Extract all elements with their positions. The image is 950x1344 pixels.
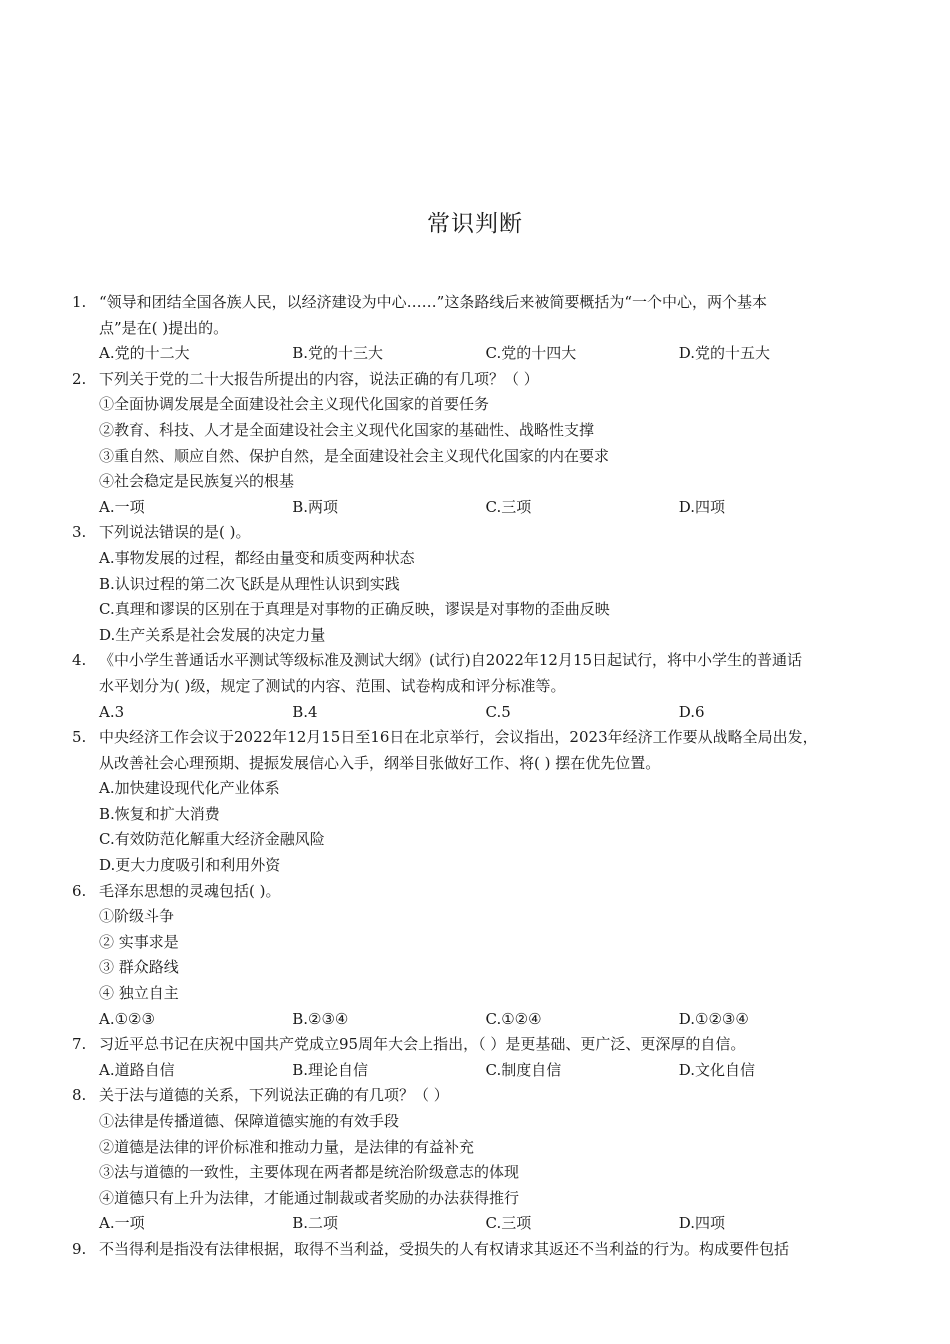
option-c: C.三项 (485, 497, 532, 516)
option-column (99, 546, 872, 648)
question-number: 8. (72, 1086, 87, 1105)
option-a: A.一项 (99, 497, 145, 516)
option-row (99, 1007, 872, 1033)
question-7 (72, 1032, 872, 1083)
question-line: 下列关于党的二十大报告所提出的内容，说法正确的有几项？（ ） (99, 369, 539, 388)
option-a: A.一项 (99, 1214, 145, 1233)
statement: ①全面协调发展是全面建设社会主义现代化国家的首要任务 (99, 395, 490, 414)
option-b: B.党的十三大 (292, 344, 384, 363)
option-c: C.制度自信 (485, 1060, 562, 1079)
statement: ②道德是法律的评价标准和推动力量，是法律的有益补充 (99, 1137, 475, 1156)
option-row (99, 1211, 872, 1237)
option-column (99, 776, 872, 878)
question-stem (99, 1032, 872, 1058)
option-c: C.党的十四大 (485, 344, 577, 363)
question-line: 点”是在( )提出的。 (99, 318, 229, 337)
page-title: 常识判断 (427, 211, 523, 237)
option-b: B.认识过程的第二次飞跃是从理性认识到实践 (99, 574, 400, 593)
question-line: 从改善社会心理预期、提振发展信心入手，纲举目张做好工作、将( ) 摆在优先位置。 (99, 753, 661, 772)
option-d: D.更大力度吸引和利用外资 (99, 856, 281, 875)
option-b: B.4 (292, 702, 318, 721)
question-line: 中央经济工作会议于2022年12月15日至16日在北京举行，会议指出，2023年经济工作要从战略全局出发， (99, 728, 818, 747)
question-1 (72, 290, 872, 367)
statement: ③重自然、顺应自然、保护自然，是全面建设社会主义现代化国家的内在要求 (99, 446, 610, 465)
statement: ①阶级斗争 (99, 907, 175, 926)
statement: ③ 群众路线 (99, 958, 179, 977)
option-a: A.事物发展的过程，都经由量变和质变两种状态 (99, 548, 415, 567)
question-stem (99, 648, 872, 699)
question-5 (72, 725, 872, 879)
question-stem (99, 520, 872, 546)
option-row (99, 341, 872, 367)
question-line: 毛泽东思想的灵魂包括( )。 (99, 881, 281, 900)
question-stem (99, 290, 872, 341)
question-line: 《中小学生普通话水平测试等级标准及测试大纲》(试行)自2022年12月15日起试行，将中小学生的普通话 (99, 651, 803, 670)
question-line: 习近平总书记在庆祝中国共产党成立95周年大会上指出，（ ）是更基础、更广泛、更深厚的自信。 (99, 1035, 746, 1054)
statement: ④道德只有上升为法律，才能通过制裁或者奖励的办法获得推行 (99, 1188, 520, 1207)
question-number: 6. (72, 881, 87, 900)
option-d: D.党的十五大 (678, 344, 771, 363)
question-stem (99, 367, 872, 393)
option-d: D.文化自信 (678, 1060, 756, 1079)
question-number: 4. (72, 651, 87, 670)
question-3 (72, 520, 872, 648)
option-d: D.四项 (678, 497, 726, 516)
question-line: 不当得利是指没有法律根据，取得不当利益，受损失的人有权请求其返还不当利益的行为。构成要件包括 (99, 1239, 790, 1258)
question-stem (99, 725, 872, 776)
question-number: 9. (72, 1239, 87, 1258)
statement: ④社会稳定是民族复兴的根基 (99, 472, 295, 491)
statement: ②教育、科技、人才是全面建设社会主义现代化国家的基础性、战略性支撑 (99, 420, 595, 439)
question-9 (72, 1237, 872, 1263)
question-number: 2. (72, 369, 87, 388)
question-8 (72, 1083, 872, 1237)
question-stem (99, 1083, 872, 1109)
question-4 (72, 648, 872, 725)
option-a: A.3 (99, 702, 125, 721)
question-line: 水平划分为( )级，规定了测试的内容、范围、试卷构成和评分标准等。 (99, 676, 566, 695)
option-a: A.加快建设现代化产业体系 (99, 779, 280, 798)
question-6 (72, 879, 872, 1033)
question-number: 7. (72, 1035, 87, 1054)
option-d: D.四项 (678, 1214, 726, 1233)
option-c: C.5 (485, 702, 511, 721)
option-b: B.二项 (292, 1214, 339, 1233)
option-b: B.②③④ (292, 1009, 349, 1028)
option-d: D.①②③④ (678, 1009, 749, 1028)
question-2 (72, 367, 872, 521)
question-list (72, 290, 872, 1263)
option-c: C.①②④ (485, 1009, 542, 1028)
statement: ② 实事求是 (99, 932, 179, 951)
question-number: 5. (72, 728, 87, 747)
option-a: A.道路自信 (99, 1060, 175, 1079)
question-line: 下列说法错误的是( )。 (99, 523, 251, 542)
question-line: “领导和团结全国各族人民，以经济建设为中心……”这条路线后来被简要概括为“一个中心，两个基本 (99, 293, 768, 311)
option-b: B.恢复和扩大消费 (99, 804, 220, 823)
statement: ③法与道德的一致性，主要体现在两者都是统治阶级意志的体现 (99, 1163, 520, 1182)
option-a: A.党的十二大 (99, 344, 190, 363)
option-d: D.生产关系是社会发展的决定力量 (99, 625, 326, 644)
option-row (99, 495, 872, 521)
option-c: C.三项 (485, 1214, 532, 1233)
option-row (99, 1058, 872, 1084)
question-line: 关于法与道德的关系，下列说法正确的有几项？（ ） (99, 1086, 449, 1105)
question-number: 3. (72, 523, 87, 542)
question-stem (99, 879, 872, 905)
option-row (99, 700, 872, 726)
option-a: A.①②③ (99, 1009, 155, 1028)
question-stem (99, 1237, 872, 1263)
statement: ④ 独立自主 (99, 984, 179, 1003)
option-c: C.真理和谬误的区别在于真理是对事物的正确反映，谬误是对事物的歪曲反映 (99, 600, 610, 619)
question-number: 1. (72, 293, 87, 311)
option-c: C.有效防范化解重大经济金融风险 (99, 830, 325, 849)
option-b: B.两项 (292, 497, 339, 516)
statement: ①法律是传播道德、保障道德实施的有效手段 (99, 1112, 400, 1130)
option-b: B.理论自信 (292, 1060, 369, 1079)
option-d: D.6 (678, 702, 705, 721)
